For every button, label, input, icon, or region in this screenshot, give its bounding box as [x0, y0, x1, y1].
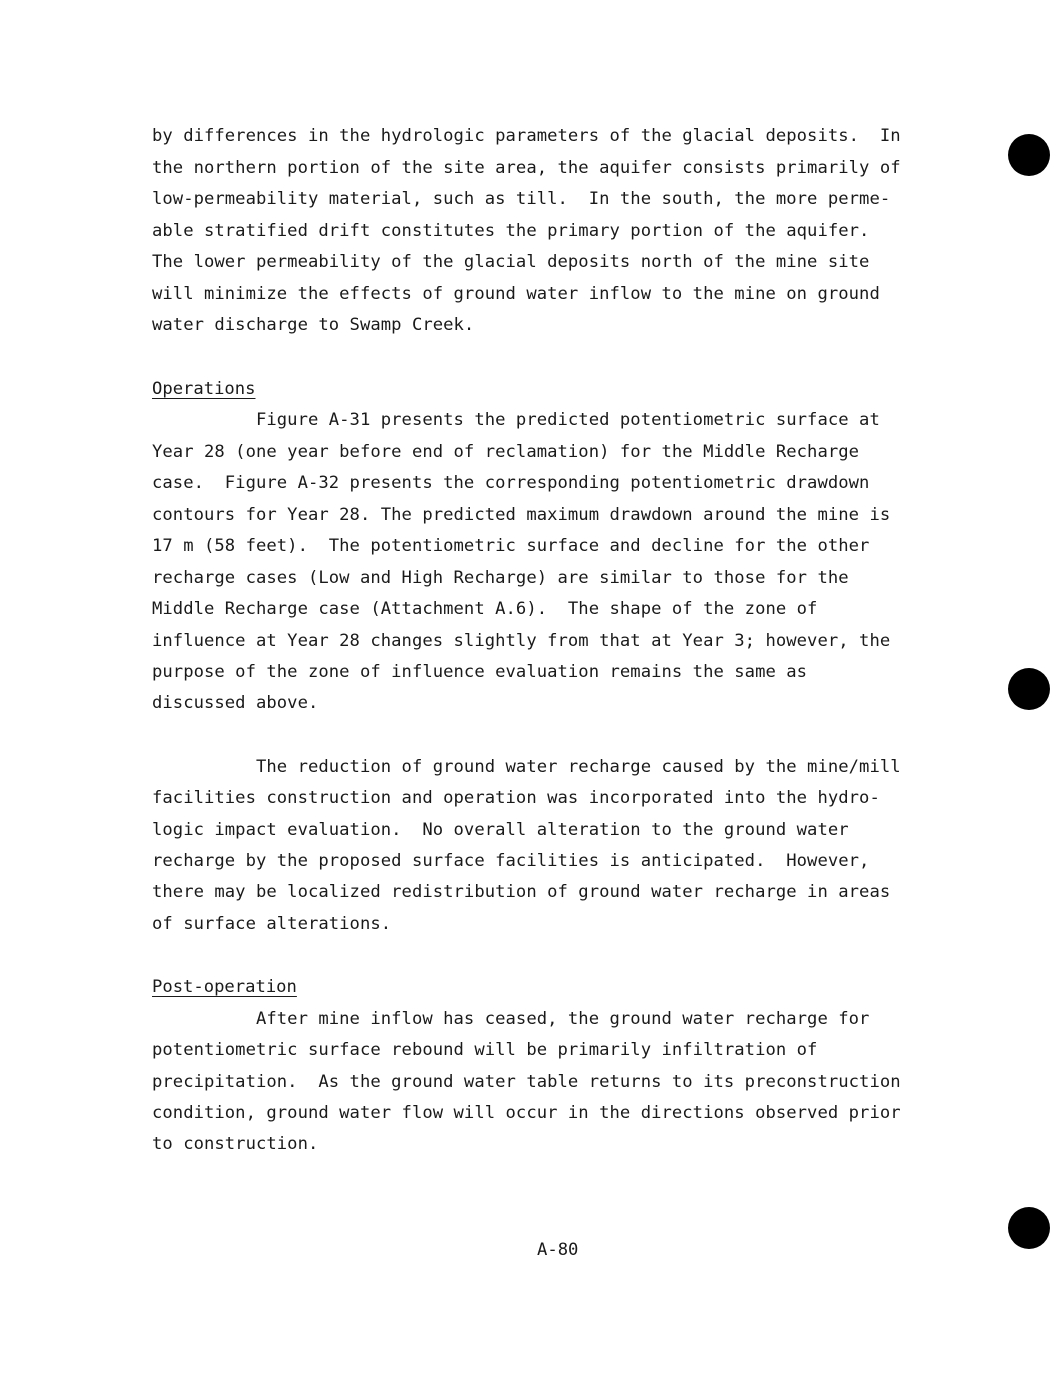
punch-hole-middle — [1008, 668, 1050, 710]
text-line: contours for Year 28. The predicted maximum drawdown around the mine is — [152, 505, 891, 525]
text-line: logic impact evaluation. No overall alteration to the ground water — [152, 820, 849, 840]
text-line: water discharge to Swamp Creek. — [152, 315, 475, 335]
text-line: discussed above. — [152, 693, 319, 713]
text-line: precipitation. As the ground water table returns to its preconstruction — [152, 1072, 901, 1092]
punch-hole-bottom — [1008, 1207, 1050, 1249]
text-line: Figure A-31 presents the predicted potentiometric surface at — [152, 410, 880, 430]
text-line: low-permeability material, such as till. In the south, the more perme- — [152, 189, 891, 209]
text-line: condition, ground water flow will occur in the directions observed prior — [152, 1103, 901, 1123]
section-heading-operations: Operations — [152, 379, 256, 399]
text-line: to construction. — [152, 1134, 319, 1154]
punch-hole-top — [1008, 134, 1050, 176]
text-line: the northern portion of the site area, the aquifer consists primarily of — [152, 158, 901, 178]
text-line: case. Figure A-32 presents the corresponding potentiometric drawdown — [152, 473, 870, 493]
text-line: 17 m (58 feet). The potentiometric surface and decline for the other — [152, 536, 870, 556]
text-line: After mine inflow has ceased, the ground water recharge for — [152, 1009, 870, 1029]
text-line: The lower permeability of the glacial deposits north of the mine site — [152, 252, 870, 272]
text-line: Middle Recharge case (Attachment A.6). The shape of the zone of — [152, 599, 818, 619]
text-line: recharge by the proposed surface facilities is anticipated. However, — [152, 851, 870, 871]
text-line: by differences in the hydrologic parameters of the glacial deposits. In — [152, 126, 901, 146]
text-line: Year 28 (one year before end of reclamation) for the Middle Recharge — [152, 442, 860, 462]
text-line: will minimize the effects of ground water inflow to the mine on ground — [152, 284, 880, 304]
text-line: recharge cases (Low and High Recharge) are similar to those for the — [152, 568, 849, 588]
text-line: potentiometric surface rebound will be primarily infiltration of — [152, 1040, 818, 1060]
text-line: of surface alterations. — [152, 914, 392, 934]
section-heading-post-operation: Post-operation — [152, 977, 297, 997]
text-line: there may be localized redistribution of ground water recharge in areas — [152, 882, 891, 902]
text-line: facilities construction and operation was incorporated into the hydro- — [152, 788, 880, 808]
text-line: able stratified drift constitutes the primary portion of the aquifer. — [152, 221, 870, 241]
page-number: A-80 — [537, 1240, 579, 1260]
text-line: purpose of the zone of influence evaluation remains the same as — [152, 662, 808, 682]
text-line: The reduction of ground water recharge caused by the mine/mill — [152, 757, 901, 777]
text-line: influence at Year 28 changes slightly from that at Year 3; however, the — [152, 631, 891, 651]
